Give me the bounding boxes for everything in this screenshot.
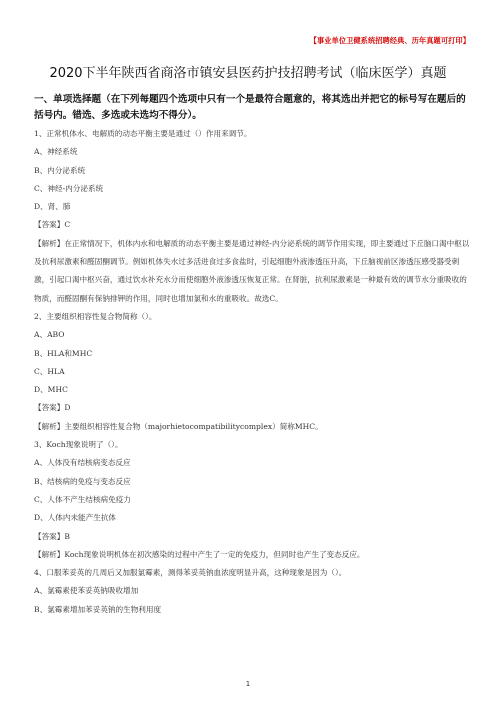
answer-line: 【答案】D xyxy=(34,403,71,413)
question-body xyxy=(34,125,470,619)
page-number: 1 xyxy=(245,680,251,688)
option-line: D、人体内未能产生抗体 xyxy=(34,513,117,523)
explanation-line: 【解析】主要组织相容性复合物（majorhietocompatibilitycomplex）简称MHC。 xyxy=(34,421,323,431)
option-line: B、HLA和MHC xyxy=(34,348,93,358)
option-line: A、ABO xyxy=(34,330,65,340)
question-line: 3、Koch现象说明了（）。 xyxy=(34,440,123,450)
option-line: A、神经系统 xyxy=(34,147,78,157)
explanation-paragraph: 【解析】在正常情况下，机体内水和电解质的动态平衡主要是通过神经-内分泌系统的调节作用实现，即主要通过下丘脑口渴中枢以及抗利尿激素和醛固酮调节。例如机体失水过多活进食过多食盐时，引起细胞外液渗透压升高，下丘脑视前区渗透压感受器受刺激，引起口渴中枢兴奋，通过饮水补充水分而使细胞外液渗透压恢复正常。在肾脏，抗利尿激素是一种最有效的调节水分重吸收的物质，而醛固酮有保钠排钾的作用，同时也增加氯和水的重吸收。故选C。 xyxy=(34,238,470,303)
question-line: 1、正常机体水、电解质的动态平衡主要是通过（）作用来调节。 xyxy=(34,129,252,138)
option-line: B、结核病的免疫与变态反应 xyxy=(34,476,131,486)
question-line: 4、口服苯妥英的几周后又加服氯霉素，测得苯妥英钠血浓度明显升高，这种现象是因为（）。 xyxy=(34,568,347,578)
option-line: D、MHC xyxy=(34,385,68,395)
option-line: A、氯霉素使苯妥英钠吸收增加 xyxy=(34,586,139,596)
option-line: D、肾、肺 xyxy=(34,202,71,212)
option-line: B、内分泌系统 xyxy=(34,165,86,175)
option-line: C、HLA xyxy=(34,366,65,376)
page-title: 2020下半年陕西省商洛市镇安县医药护技招聘考试（临床医学）真题 xyxy=(49,66,447,81)
answer-line: 【答案】B xyxy=(34,531,70,541)
question-line: 2、主要组织相容性复合物简称（）。 xyxy=(34,311,157,321)
option-line: C、人体不产生结核病免疫力 xyxy=(34,494,131,504)
header-note: 【事业单位卫健系统招聘经典、历年真题可打印】 xyxy=(309,36,470,45)
answer-line: 【答案】C xyxy=(34,220,71,230)
explanation-line: 【解析】Koch现象说明机体在初次感染的过程中产生了一定的免疫力，但同时也产生了变态反应。 xyxy=(34,549,365,559)
option-line: B、氯霉素增加苯妥英钠的生物利用度 xyxy=(34,604,162,614)
section-heading: 一、单项选择题（在下列每题四个选项中只有一个是最符合题意的，将其选出并把它的标号写在题后的括号内。错选、多选或未选均不得分）。 xyxy=(34,94,466,121)
option-line: C、神经-内分泌系统 xyxy=(34,183,104,193)
option-line: A、人体没有结核病变态反应 xyxy=(34,458,131,468)
